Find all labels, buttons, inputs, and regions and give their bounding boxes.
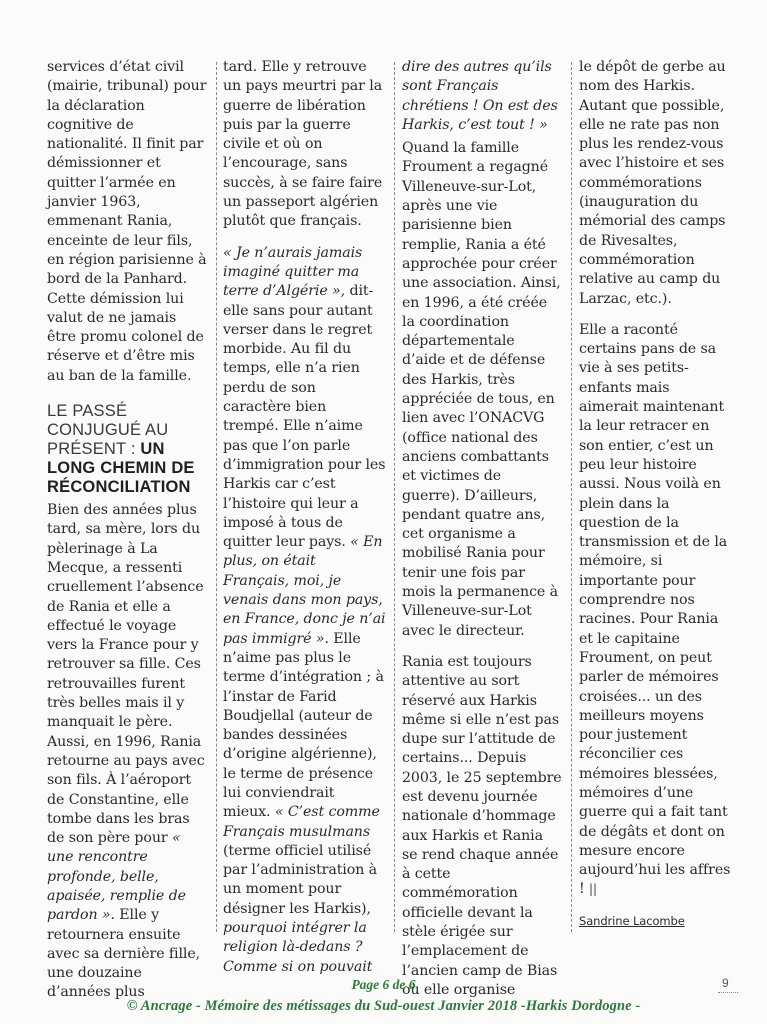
text-run: Elle n’aime pas plus le terme d’intégration ; à l’instar de Farid Boudjellal (auteur de bandes dessinées d’origine algérienne), le terme de présence lui conviendrait mieux. bbox=[223, 630, 384, 821]
article-column-4 bbox=[579, 58, 731, 932]
folio-number: 9 bbox=[722, 976, 729, 990]
paragraph bbox=[223, 58, 386, 232]
text-run: Rania est toujours attentive au sort réservé aux Harkis même si elle n’est pas dupe sur l’attitude de certains... Depuis 2003, le 25 septembre est devenu journée nationale d’hommage aux Harkis et Rania se rend chaque année à cette commémoration officielle devant la stèle érigée sur l’emplacement de l’ancien camp de Bias où elle organise bbox=[402, 653, 562, 998]
paragraph bbox=[579, 58, 731, 309]
quote-run: pourquoi intégrer la religion là-dedans ? Comme si on pouvait bbox=[223, 920, 373, 975]
paragraph bbox=[402, 139, 562, 641]
text-run: Bien des années plus tard, sa mère, lors du pèlerinage à La Mecque, a ressenti cruellement l’absence de Rania et elle a effectué le voyage vers la France pour y retrouver sa fille. Ces retrouvailles furent très belles mais il y manquait le père. Aussi, en 1996, Rania retourne au pays avec son fils. À l’aéroport de Constantine, elle tombe dans les bras de son père pour bbox=[47, 502, 205, 847]
text-run: tard. Elle y retrouve un pays meurtri par la guerre de libération puis par la guerre civile et où on l’encourage, sans succès, à se faire faire un passeport algérien plutôt que français. bbox=[223, 59, 383, 230]
paragraph bbox=[402, 653, 562, 1000]
quote-run: « une rencontre profonde, belle, apaisée, remplie de pardon ». bbox=[47, 830, 186, 924]
section-heading-normal: LE PASSÉ CONJUGUÉ AU PRÉSENT : bbox=[47, 402, 169, 459]
paragraph: services d’état civil (mairie, tribunal) pour la déclaration cognitive de nationalité. Il finit par démissionner et quitter l’armée en janvier 1963, emmenant Rania, enceinte de leur fils, en région parisienne à bord de la Panhard. Cette démission lui valut de ne jamais être promu colonel de réserve et d’être mis au ban de la famille. bbox=[47, 59, 207, 384]
end-mark: || bbox=[589, 882, 597, 897]
article-column-2 bbox=[223, 58, 386, 975]
quote-run: « En plus, on était Français, moi, je venais dans mon pays, en France, donc je n’ai pas immigré ». bbox=[223, 534, 386, 647]
text-run: Elle y retournera ensuite avec sa dernière fille, une douzaine d’années plus bbox=[47, 907, 201, 1001]
text-run: Elle a raconté certains pans de sa vie à ses petits-enfants mais aimerait maintenant la leur retracer en son entier, c’est un peu leur histoire aussi. Nous voilà en plein dans la question de la transmission et de la mémoire, si importante pour comprendre nos racines. Pour Rania et le capitaine Froument, on peut parler de mémoires croisées... un des meilleurs moyens pour justement réconcilier ces mémoires blessées, mémoires d’une guerre qui a fait tant de dégâts et dont on mesure encore aujourd’hui les affres ! bbox=[579, 321, 731, 898]
text-run: dit-elle sans pour autant verser dans le regret morbide. Au fil du temps, elle n’a rien perdu de son caractère bien trempé. Elle n’aime pas que l’on parle d’immigration pour les Harkis car c’est l’histoire qui leur a imposé à tous de quitter leur pays. bbox=[223, 283, 386, 551]
column-divider bbox=[571, 62, 572, 932]
paragraph bbox=[402, 58, 562, 135]
folio-underline bbox=[718, 992, 738, 993]
paragraph bbox=[47, 501, 209, 1003]
article-column-1 bbox=[47, 58, 209, 1001]
column-divider bbox=[216, 62, 217, 932]
paragraph bbox=[579, 321, 731, 900]
column-divider bbox=[394, 62, 395, 932]
quote-run: dire des autres qu’ils sont Français chrétiens ! On est des Harkis, c’est tout ! » bbox=[402, 59, 558, 133]
text-run: Quand la famille Froument a regagné Villeneuve-sur-Lot, après une vie parisienne bien remplie, Rania a été approchée pour créer une association. Ainsi, en 1996, a été créée la coordination départementale d’aide et de défense des Harkis, très appréciée de tous, en lien avec l’ONACVG (office national des anciens combattants et victimes de guerre). D’ailleurs, pendant quatre ans, cet organisme a mobilisé Rania pour tenir une fois par mois la permanence à Villeneuve-sur-Lot avec le directeur. bbox=[402, 140, 561, 639]
section-heading bbox=[47, 402, 209, 497]
section-heading-bold: UN LONG CHEMIN DE RÉCONCILIATION bbox=[47, 440, 195, 497]
article-column-3 bbox=[402, 58, 562, 998]
author-signature: Sandrine Lacombe bbox=[579, 913, 685, 928]
page-number-label: Page 6 de 6 bbox=[351, 977, 416, 992]
paragraph bbox=[223, 244, 386, 977]
page-footer: © Ancrage - Mémoire des métissages du Sud-ouest Janvier 2018 -Harkis Dordogne - bbox=[126, 998, 641, 1014]
text-run: (terme officiel utilisé par l’administration à un moment pour désigner les Harkis), bbox=[223, 842, 377, 917]
quote-run: « Je n’aurais jamais imaginé quitter ma terre d’Algérie », bbox=[223, 244, 363, 300]
text-run: le dépôt de gerbe au nom des Harkis. Autant que possible, elle ne rate pas non plus les rendez-vous avec l’histoire et ses commémorations (inauguration du mémorial des camps de Rivesaltes, commémoration relative au camp du Larzac, etc.). bbox=[579, 59, 726, 307]
quote-run: « C’est comme Français musulmans bbox=[223, 804, 380, 840]
